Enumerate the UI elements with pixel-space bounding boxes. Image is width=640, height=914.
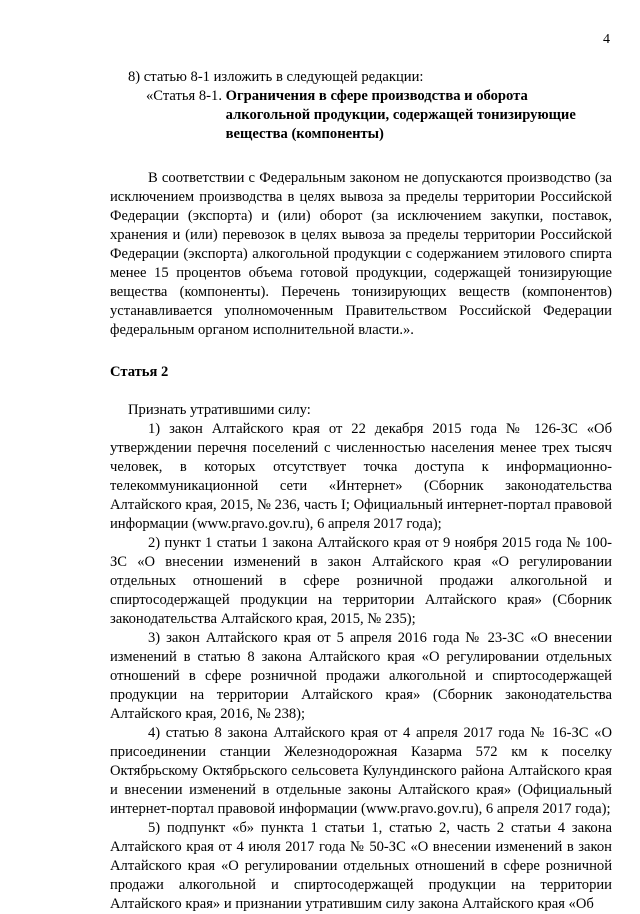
article-2-intro: Признать утратившими силу: bbox=[128, 402, 311, 418]
amended-article-body: В соответствии с Федеральным законом не допускаются производство (за исключением производства в целях вывоза за пределы территории Российской Федерации (экспорта) и (или) оборот (за исключением закупки, поставок, хранения и (или) перевозок в целях вывоза за пределы территории Российской Федерации (экспорта) алкогольной продукции с содержанием этилового спирта менее 15 процентов объема готовой продукции, содержащей тонизирующие вещества (компоненты). Перечень тонизирующих веществ (компонентов) устанавливается уполномоченным Правительством Российской Федерации федеральным органом исполнительной власти.». bbox=[110, 170, 612, 338]
article-2-title: Статья 2 bbox=[110, 364, 169, 380]
list-item: 4) статью 8 закона Алтайского края от 4 апреля 2017 года № 16-ЗС «О присоединении станции Железнодорожная Казарма 572 км к поселку Октябрьскому Октябрьского сельсовета Кулундинского района Алтайского края и внесении изменений в отдельные законы Алтайского края» (Официальный интернет-портал правовой информации (www.pravo.gov.ru), 6 апреля 2017 года); bbox=[110, 725, 612, 817]
list-item: 3) закон Алтайского края от 5 апреля 2016 года № 23-ЗС «О внесении изменений в статью 8 закона Алтайского края «О регулировании отдельных отношений в сфере розничной продажи алкогольной и спиртосодержащей продукции на территории Алтайского края» (Сборник законодательства Алтайского края, 2016, № 238); bbox=[110, 630, 612, 722]
amended-article-title: Ограничения в сфере производства и оборота алкогольной продукции, содержащей тонизирующие вещества (компоненты) bbox=[225, 88, 576, 142]
amended-article-prefix: «Статья 8-1. bbox=[146, 88, 226, 104]
amendment-item: 8) статью 8-1 изложить в следующей редакции: bbox=[128, 69, 424, 85]
list-item: 2) пункт 1 статьи 1 закона Алтайского края от 9 ноября 2015 года № 100-ЗС «О внесении изменений в закон Алтайского края «О регулировании отдельных отношений в сфере розничной продажи алкогольной и спиртосодержащей продукции на территории Алтайского края» (Сборник законодательства Алтайского края, 2015, № 235); bbox=[110, 535, 612, 627]
document-body bbox=[110, 68, 612, 914]
list-item: 5) подпункт «б» пункта 1 статьи 1, статью 2, часть 2 статьи 4 закона Алтайского края от 4 июля 2017 года № 50-ЗС «О внесении изменений в закон Алтайского края «О регулировании отдельных отношений в сфере розничной продажи алкогольной и спиртосодержащей продукции на территории Алтайского края» и признании утратившим силу закона Алтайского края «Об bbox=[110, 820, 612, 912]
page-number: 4 bbox=[603, 32, 610, 47]
list-item: 1) закон Алтайского края от 22 декабря 2015 года № 126-ЗС «Об утверждении перечня поселений с численностью населения менее трех тысяч человек, в которых отсутствует точка доступа к информационно-телекоммуникационной сети «Интернет» (Сборник законодательства Алтайского края, 2015, № 236, часть I; Официальный интернет-портал правовой информации (www.pravo.gov.ru), 6 апреля 2017 года); bbox=[110, 421, 612, 532]
amended-article-heading bbox=[110, 87, 612, 144]
